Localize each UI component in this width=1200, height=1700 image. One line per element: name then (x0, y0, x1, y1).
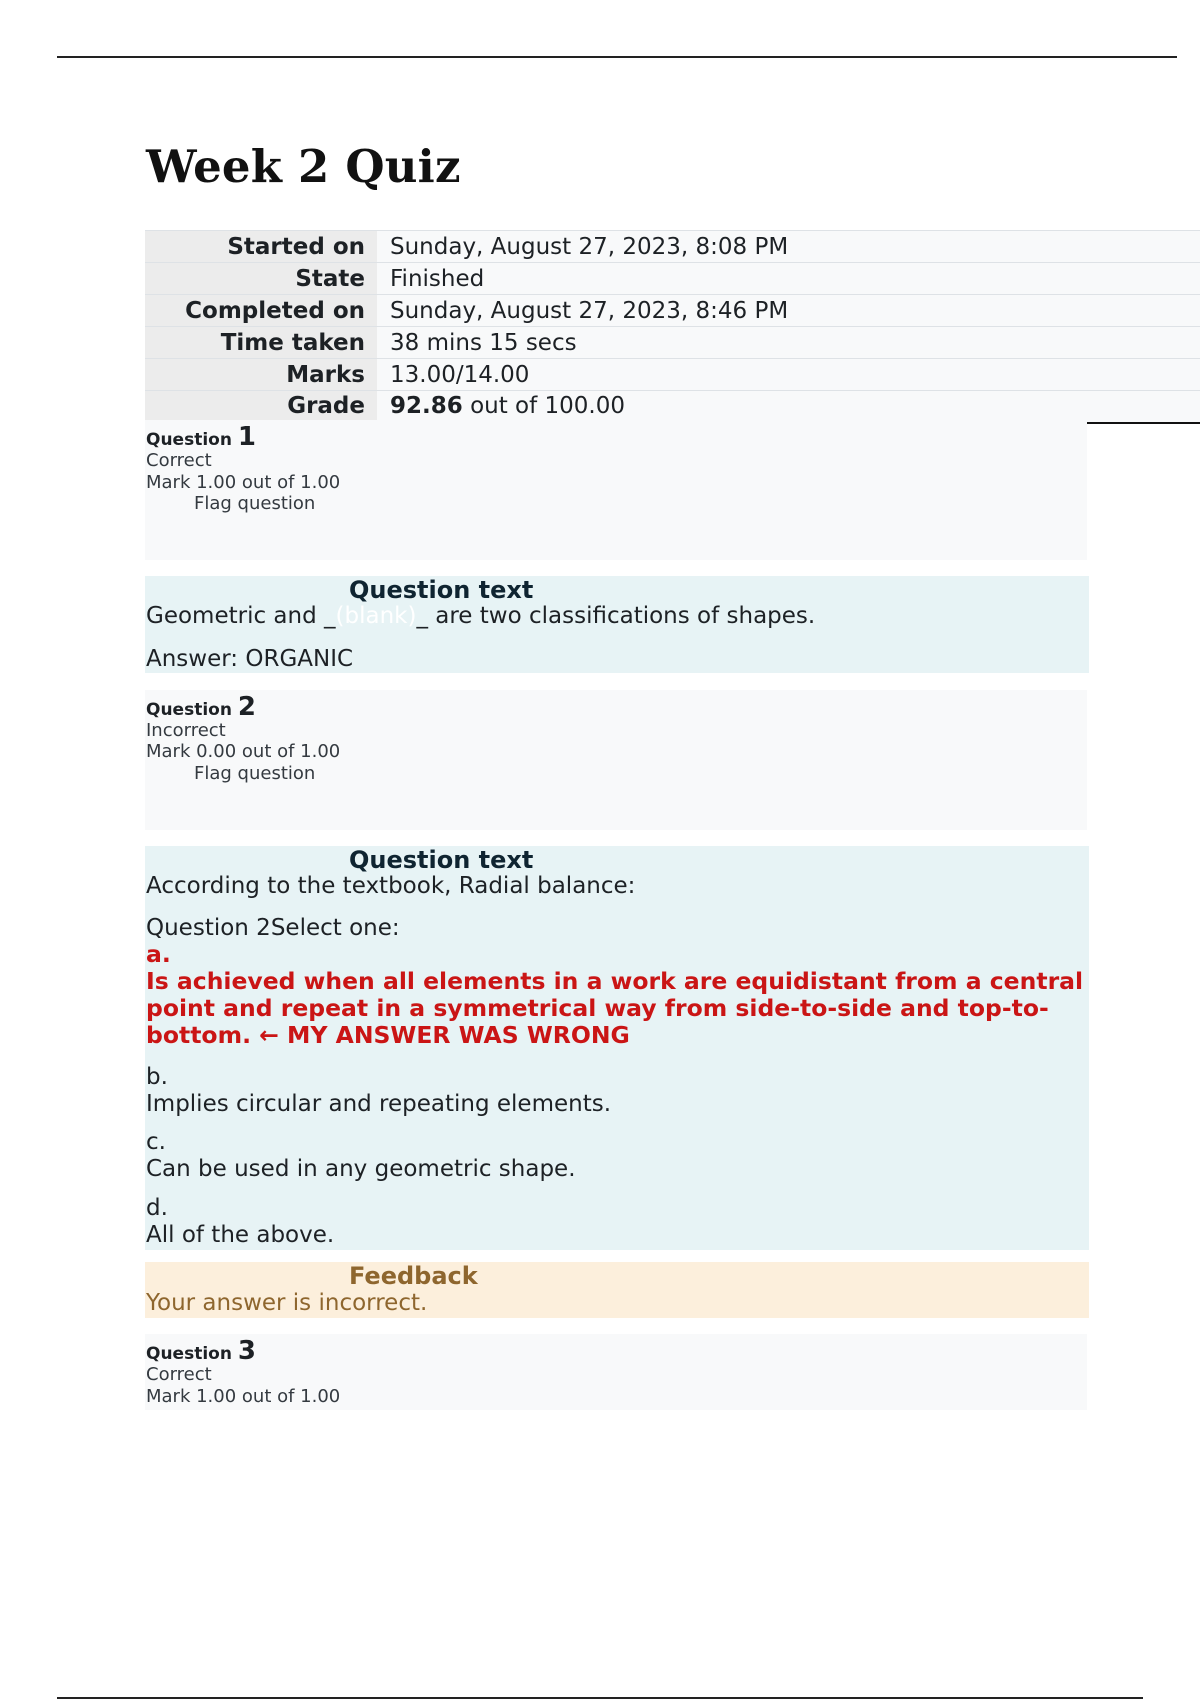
summary-label: State (145, 263, 377, 295)
page-top-rule (57, 56, 1177, 58)
flag-question-link[interactable]: Flag question (194, 763, 316, 784)
option-c-text[interactable]: Can be used in any geometric shape. (146, 1156, 576, 1182)
summary-value: Sunday, August 27, 2023, 8:08 PM (377, 231, 1200, 263)
question-text: Geometric and _(blank)_ are two classifications of shapes. (146, 603, 816, 629)
question-1-info (145, 420, 1087, 560)
page-bottom-rule (57, 1697, 1143, 1699)
summary-label: Grade (145, 391, 377, 423)
grade-value: 92.86 (390, 393, 463, 420)
summary-row (145, 391, 1200, 423)
summary-value (377, 391, 1200, 423)
option-c-letter[interactable]: c. (146, 1129, 166, 1155)
blank-placeholder: (blank) (335, 603, 417, 629)
summary-label: Completed on (145, 295, 377, 327)
wrong-answer-note: ← MY ANSWER WAS WRONG (259, 1021, 630, 1049)
select-one-label: Question 2Select one: (146, 915, 400, 941)
summary-value: 13.00/14.00 (377, 359, 1200, 391)
question-2-feedback (145, 1262, 1089, 1318)
question-1-text (145, 576, 1089, 673)
question-number-value: 1 (237, 422, 256, 452)
question-number: Question 3 (146, 1336, 256, 1366)
question-text-heading: Question text (349, 846, 534, 874)
option-d-text[interactable]: All of the above. (146, 1222, 335, 1248)
summary-label: Started on (145, 231, 377, 263)
question-number: Question 1 (146, 422, 256, 452)
summary-row (145, 231, 1200, 263)
question-3-info (145, 1334, 1087, 1410)
question-text-heading: Question text (349, 576, 534, 604)
question-status: Incorrect (146, 720, 226, 741)
grade-suffix: out of 100.00 (462, 393, 626, 420)
option-b-text[interactable]: Implies circular and repeating elements. (146, 1091, 612, 1117)
summary-value: Sunday, August 27, 2023, 8:46 PM (377, 295, 1200, 327)
quiz-summary-table (145, 230, 1200, 424)
option-b-letter[interactable]: b. (146, 1064, 168, 1090)
summary-label: Time taken (145, 327, 377, 359)
question-status: Correct (146, 1364, 212, 1385)
answer-text: Answer: ORGANIC (146, 646, 354, 672)
summary-row (145, 295, 1200, 327)
question-prompt: According to the textbook, Radial balance: (146, 873, 636, 899)
question-mark: Mark 1.00 out of 1.00 (146, 472, 341, 493)
question-mark: Mark 0.00 out of 1.00 (146, 741, 341, 762)
summary-row (145, 263, 1200, 295)
feedback-heading: Feedback (349, 1262, 478, 1290)
question-status: Correct (146, 450, 212, 471)
page-title: Week 2 Quiz (146, 140, 461, 193)
question-2-text (145, 846, 1089, 1250)
question-2-info (145, 690, 1087, 830)
summary-label: Marks (145, 359, 377, 391)
question-number: Question 2 (146, 692, 256, 722)
question-number-value: 2 (237, 692, 256, 722)
summary-row (145, 327, 1200, 359)
summary-value: Finished (377, 263, 1200, 295)
summary-row (145, 359, 1200, 391)
option-a-letter[interactable]: a. (146, 940, 171, 968)
option-a-text[interactable]: Is achieved when all elements in a work are equidistant from a central point and repeat in a symmetrical way from side-to-side and top-to-bottom. ← MY ANSWER WAS WRONG (146, 967, 1084, 1049)
question-number-value: 3 (237, 1336, 256, 1366)
flag-question-link[interactable]: Flag question (194, 493, 316, 514)
feedback-text: Your answer is incorrect. (146, 1290, 428, 1316)
option-d-letter[interactable]: d. (146, 1195, 168, 1221)
question-mark: Mark 1.00 out of 1.00 (146, 1386, 341, 1407)
summary-value: 38 mins 15 secs (377, 327, 1200, 359)
